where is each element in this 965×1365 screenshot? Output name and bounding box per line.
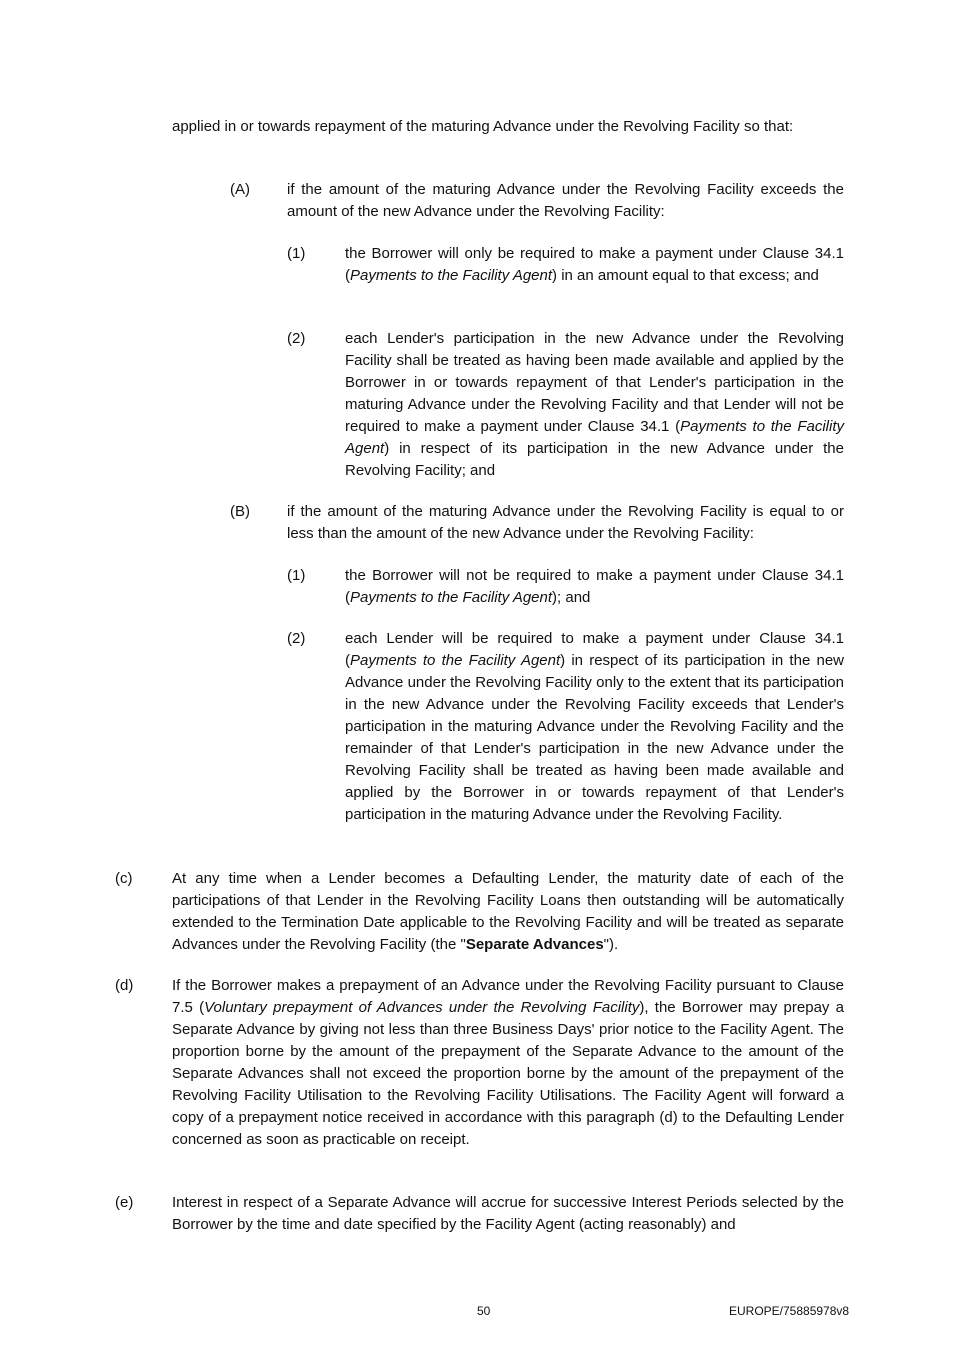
clause-label-c: (c) xyxy=(115,870,133,887)
clause-label-B: (B) xyxy=(230,503,250,520)
clause-B-2-text: each Lender will be required to make a payment under Clause 34.1 (Payments to the Facility Agent) in respect of its participation in the new Advance under the Revolving Facility only to the extent that its participation in the new Advance under the Revolving Facility exceeds that Lender's participation in the maturing Advance under the Revolving Facility and the remainder of that Lender's participation in the new Advance under the Revolving Facility shall be treated as having been made available and applied by the Borrower in or towards repayment of that Lender's participation in the maturing Advance under the Revolving Facility. xyxy=(345,630,844,823)
clause-B-1-label: (1) xyxy=(287,567,306,584)
clause-label-A: (A) xyxy=(230,181,250,198)
clause-label-e: (e) xyxy=(115,1194,134,1211)
clause-A-2-text: each Lender's participation in the new Advance under the Revolving Facility shall be treated as having been made available and applied by the Borrower in or towards repayment of that Lender's participation in the maturing Advance under the Revolving Facility and that Lender will not be required to make a payment under Clause 34.1 (Payments to the Facility Agent) in respect of its participation in the new Advance under the Revolving Facility; and xyxy=(345,330,844,479)
clause-text-B: if the amount of the maturing Advance under the Revolving Facility is equal to or less than the amount of the new Advance under the Revolving Facility: xyxy=(287,503,844,542)
clause-text-d: If the Borrower makes a prepayment of an Advance under the Revolving Facility pursuant to Clause 7.5 (Voluntary prepayment of Advances under the Revolving Facility), the Borrower may prepay a Separate Advance by giving not less than three Business Days' prior notice to the Facility Agent. The proportion borne by the amount of the prepayment of the Separate Advance to the amount of the Separate Advances shall not exceed the proportion borne by the amount of the prepayment of the Revolving Facility Utilisation to the Revolving Facility Utilisations. The Facility Agent will forward a copy of a prepayment notice received in accordance with this paragraph (d) to the Defaulting Lender concerned as soon as practicable on receipt. xyxy=(172,977,845,1148)
clause-A-1-label: (1) xyxy=(287,245,306,262)
clause-A-2-label: (2) xyxy=(287,330,306,347)
page-number: 50 xyxy=(477,1304,491,1318)
clause-label-d: (d) xyxy=(115,977,134,994)
clause-text-c: At any time when a Lender becomes a Defaulting Lender, the maturity date of each of the participations of that Lender in the Revolving Facility Loans then outstanding will be automatically extended to the Termination Date applicable to the Revolving Facility and will be treated as separate Advances under the Revolving Facility (the "Separate Advances"). xyxy=(172,870,844,953)
clause-B-2-label: (2) xyxy=(287,630,306,647)
clause-text-A: if the amount of the maturing Advance under the Revolving Facility exceeds the amount of the new Advance under the Revolving Facility: xyxy=(287,181,844,220)
document-reference: EUROPE/75885978v8 xyxy=(729,1304,850,1318)
clause-B-1-text: the Borrower will not be required to make a payment under Clause 34.1 (Payments to the Facility Agent); and xyxy=(345,567,844,606)
clause-text-e: Interest in respect of a Separate Advance will accrue for successive Interest Periods selected by the Borrower by the time and date specified by the Facility Agent (acting reasonably) and xyxy=(172,1194,844,1233)
clause-A-1-text: the Borrower will only be required to make a payment under Clause 34.1 (Payments to the Facility Agent) in an amount equal to that excess; and xyxy=(345,245,844,284)
intro-paragraph: applied in or towards repayment of the maturing Advance under the Revolving Facility so that: xyxy=(172,118,794,135)
